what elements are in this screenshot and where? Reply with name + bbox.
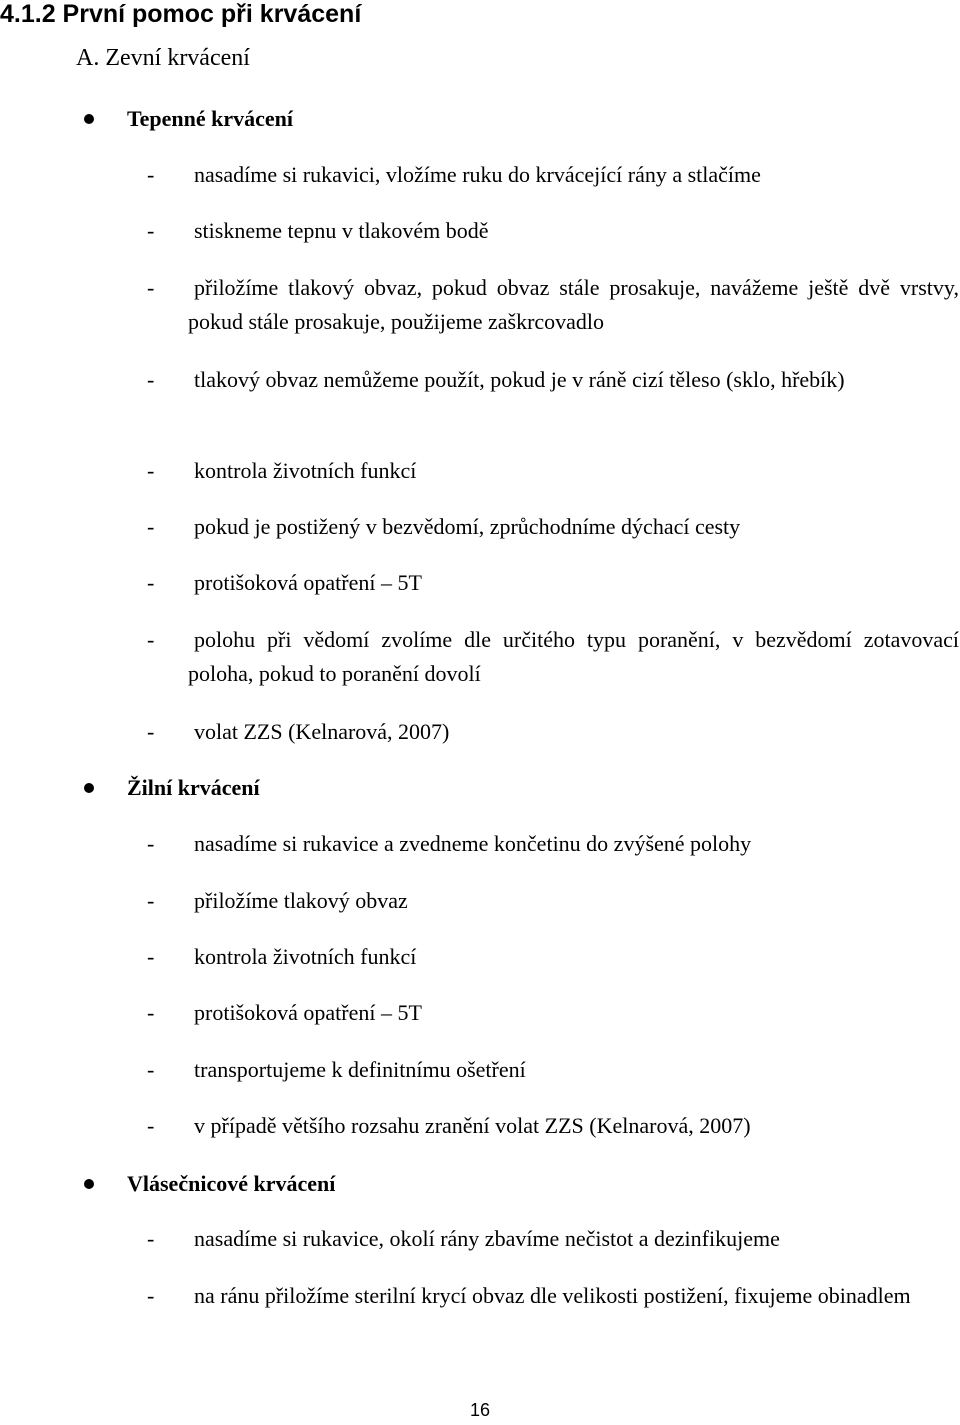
dash-marker: - [147, 458, 155, 483]
page-number: 16 [469, 1400, 491, 1420]
list-item: polohu při vědomí zvolíme dle určitého typu poranění, v bezvědomí zotavovací poloha, pokud to poranění dovolí [188, 627, 959, 686]
dash-marker: - [147, 162, 155, 187]
list-item: nasadíme si rukavice a zvedneme končetinu do zvýšené polohy [194, 831, 752, 856]
section-title: Vlásečnicové krvácení [127, 1171, 336, 1196]
list-item: na ránu přiložíme sterilní krycí obvaz dle velikosti postižení, fixujeme obinadlem [194, 1283, 911, 1308]
dash-marker: - [147, 275, 155, 300]
list-item: nasadíme si rukavici, vložíme ruku do krvácející rány a stlačíme [194, 162, 761, 187]
dash-marker: - [147, 1057, 155, 1082]
list-item: nasadíme si rukavice, okolí rány zbavíme nečistot a dezinfikujeme [194, 1226, 780, 1251]
dash-marker: - [147, 1283, 155, 1308]
list-item: kontrola životních funkcí [194, 458, 417, 483]
dash-marker: - [147, 367, 155, 392]
subsection-heading: A. Zevní krvácení [76, 45, 250, 71]
list-item: přiložíme tlakový obvaz [194, 888, 408, 913]
bullet-icon [84, 114, 94, 124]
dash-marker: - [147, 1000, 155, 1025]
list-item: tlakový obvaz nemůžeme použít, pokud je v ráně cizí těleso (sklo, hřebík) [194, 367, 845, 392]
dash-marker: - [147, 719, 155, 744]
list-item: přiložíme tlakový obvaz, pokud obvaz stále prosakuje, navážeme ještě dvě vrstvy, pokud stále prosakuje, použijeme zaškrcovadlo [188, 275, 959, 334]
list-item: stiskneme tepnu v tlakovém bodě [194, 218, 489, 243]
dash-marker: - [147, 944, 155, 969]
dash-marker: - [147, 218, 155, 243]
list-item: v případě většího rozsahu zranění volat ZZS (Kelnarová, 2007) [194, 1113, 751, 1138]
dash-marker: - [147, 570, 155, 595]
dash-marker: - [147, 831, 155, 856]
bullet-icon [84, 783, 94, 793]
section-title: Žilní krvácení [127, 775, 260, 800]
section-heading: 4.1.2 První pomoc při krvácení [0, 0, 362, 28]
list-item: protišoková opatření – 5T [194, 1000, 422, 1025]
dash-marker: - [147, 514, 155, 539]
dash-marker: - [147, 627, 155, 652]
dash-marker: - [147, 888, 155, 913]
section-title: Tepenné krvácení [127, 106, 294, 131]
list-item: protišoková opatření – 5T [194, 570, 422, 595]
list-item: volat ZZS (Kelnarová, 2007) [194, 719, 450, 744]
bullet-icon [84, 1179, 94, 1189]
dash-marker: - [147, 1113, 155, 1138]
list-item: pokud je postižený v bezvědomí, zprůchodníme dýchací cesty [194, 514, 741, 539]
list-item: kontrola životních funkcí [194, 944, 417, 969]
dash-marker: - [147, 1226, 155, 1251]
list-item: transportujeme k definitnímu ošetření [194, 1057, 526, 1082]
